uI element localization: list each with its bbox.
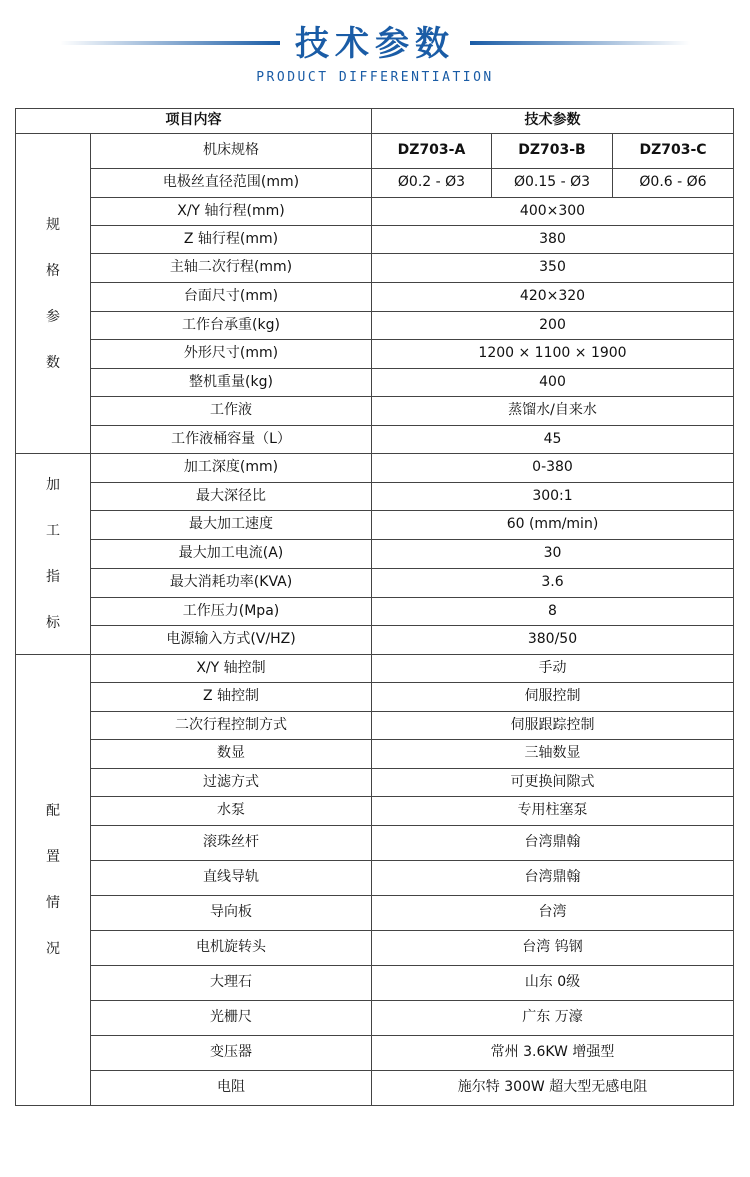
table-row (16, 931, 734, 966)
value-cell: 台湾鼎翰 (372, 861, 734, 896)
table-row (16, 861, 734, 896)
item-name-cell: X/Y 轴控制 (91, 655, 372, 683)
item-name-cell: 机床规格 (91, 134, 372, 169)
item-name-cell: 最大深径比 (91, 483, 372, 511)
value-cell: 0-380 (372, 454, 734, 483)
table-row (16, 896, 734, 931)
item-name-cell: 台面尺寸(mm) (91, 283, 372, 312)
item-name-cell: 二次行程控制方式 (91, 712, 372, 740)
table-row (16, 340, 734, 369)
item-name-cell: 外形尺寸(mm) (91, 340, 372, 369)
table-row (16, 226, 734, 254)
value-cell: 8 (372, 598, 734, 626)
item-name-cell: 变压器 (91, 1036, 372, 1071)
group-label-char: 加 (46, 477, 60, 493)
table-row (16, 283, 734, 312)
value-cell: 350 (372, 254, 734, 283)
group-label (16, 454, 91, 655)
table-row (16, 540, 734, 569)
value-cell: 380/50 (372, 626, 734, 655)
table-row (16, 426, 734, 454)
table-row (16, 397, 734, 426)
table-row (16, 134, 734, 169)
value-cell: 伺服控制 (372, 683, 734, 712)
value-cell: 施尔特 300W 超大型无感电阻 (372, 1071, 734, 1106)
value-cell: 台湾 钨钢 (372, 931, 734, 966)
value-cell: 200 (372, 312, 734, 340)
header-tech-params: 技术参数 (372, 109, 734, 134)
value-cell: 山东 0级 (372, 966, 734, 1001)
value-cell: 常州 3.6KW 增强型 (372, 1036, 734, 1071)
table-row (16, 769, 734, 797)
item-name-cell: X/Y 轴行程(mm) (91, 198, 372, 226)
item-name-cell: 整机重量(kg) (91, 369, 372, 397)
item-name-cell: Z 轴行程(mm) (91, 226, 372, 254)
value-cell: 台湾 (372, 896, 734, 931)
item-name-cell: 工作液桶容量（L） (91, 426, 372, 454)
item-name-cell: 导向板 (91, 896, 372, 931)
page-title: 技术参数 (295, 24, 455, 64)
item-name-cell: 加工深度(mm) (91, 454, 372, 483)
group-label-char: 情 (46, 895, 60, 911)
value-cell: 专用柱塞泵 (372, 797, 734, 826)
item-name-cell: 滚珠丝杆 (91, 826, 372, 861)
item-name-cell: 数显 (91, 740, 372, 769)
item-name-cell: 最大加工速度 (91, 511, 372, 540)
value-cell: 60 (mm/min) (372, 511, 734, 540)
title-decor-line-right (470, 41, 690, 45)
group-label-char: 配 (46, 803, 60, 819)
value-cell: 广东 万濠 (372, 1001, 734, 1036)
table-row (16, 369, 734, 397)
item-name-cell: 电阻 (91, 1071, 372, 1106)
value-cell: DZ703-B (492, 134, 613, 169)
item-name-cell: Z 轴控制 (91, 683, 372, 712)
group-label-char: 规 (46, 216, 60, 233)
group-label-char: 况 (46, 941, 60, 957)
value-cell: 蒸馏水/自来水 (372, 397, 734, 426)
value-cell: 台湾鼎翰 (372, 826, 734, 861)
group-label (16, 134, 91, 454)
value-cell: 三轴数显 (372, 740, 734, 769)
table-row (16, 1001, 734, 1036)
table-row (16, 198, 734, 226)
value-cell: 45 (372, 426, 734, 454)
item-name-cell: 工作台承重(kg) (91, 312, 372, 340)
value-cell: 可更换间隙式 (372, 769, 734, 797)
group-label-char: 数 (46, 354, 60, 371)
table-row (16, 966, 734, 1001)
table-row (16, 169, 734, 198)
table-row (16, 569, 734, 598)
item-name-cell: 最大消耗功率(KVA) (91, 569, 372, 598)
item-name-cell: 工作压力(Mpa) (91, 598, 372, 626)
item-name-cell: 电源输入方式(V/HZ) (91, 626, 372, 655)
value-cell: Ø0.15 - Ø3 (492, 169, 613, 198)
value-cell: DZ703-A (372, 134, 492, 169)
header-item-content: 项目内容 (16, 109, 372, 134)
item-name-cell: 大理石 (91, 966, 372, 1001)
table-row (16, 826, 734, 861)
value-cell: Ø0.2 - Ø3 (372, 169, 492, 198)
table-row (16, 483, 734, 511)
value-cell: Ø0.6 - Ø6 (613, 169, 734, 198)
spec-table (15, 108, 734, 1106)
value-cell: 400×300 (372, 198, 734, 226)
value-cell: 3.6 (372, 569, 734, 598)
table-row (16, 740, 734, 769)
table-row (16, 712, 734, 740)
item-name-cell: 主轴二次行程(mm) (91, 254, 372, 283)
table-row (16, 312, 734, 340)
item-name-cell: 电机旋转头 (91, 931, 372, 966)
item-name-cell: 最大加工电流(A) (91, 540, 372, 569)
value-cell: 伺服跟踪控制 (372, 712, 734, 740)
item-name-cell: 水泵 (91, 797, 372, 826)
table-row (16, 1036, 734, 1071)
table-row (16, 598, 734, 626)
page-header (0, 0, 750, 100)
item-name-cell: 过滤方式 (91, 769, 372, 797)
value-cell: 手动 (372, 655, 734, 683)
table-row (16, 626, 734, 655)
value-cell: 1200 × 1100 × 1900 (372, 340, 734, 369)
value-cell: 300:1 (372, 483, 734, 511)
group-label (16, 655, 91, 1106)
item-name-cell: 工作液 (91, 397, 372, 426)
item-name-cell: 电极丝直径范围(mm) (91, 169, 372, 198)
table-header-row (16, 109, 734, 134)
page-subtitle: PRODUCT DIFFERENTIATION (256, 70, 494, 85)
group-label-char: 工 (46, 523, 60, 539)
item-name-cell: 光栅尺 (91, 1001, 372, 1036)
group-label-char: 参 (46, 308, 60, 325)
item-name-cell: 直线导轨 (91, 861, 372, 896)
group-label-char: 指 (46, 569, 60, 585)
table-row (16, 797, 734, 826)
value-cell: 30 (372, 540, 734, 569)
table-row (16, 683, 734, 712)
table-row (16, 511, 734, 540)
group-label-char: 格 (46, 262, 60, 279)
value-cell: DZ703-C (613, 134, 734, 169)
table-row (16, 655, 734, 683)
table-row (16, 254, 734, 283)
group-label-char: 置 (46, 849, 60, 865)
value-cell: 420×320 (372, 283, 734, 312)
value-cell: 380 (372, 226, 734, 254)
group-label-char: 标 (46, 615, 60, 631)
value-cell: 400 (372, 369, 734, 397)
table-row (16, 454, 734, 483)
table-row (16, 1071, 734, 1106)
